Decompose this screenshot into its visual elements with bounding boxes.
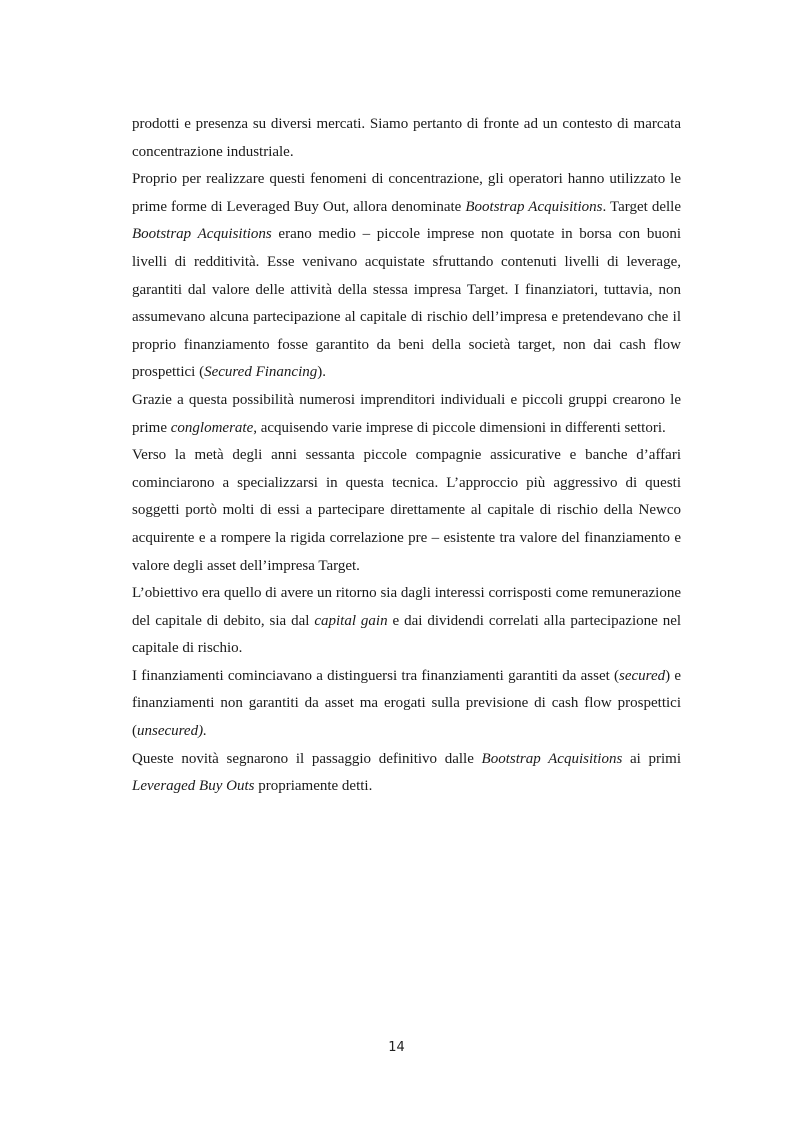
paragraph-p6	[132, 663, 681, 746]
text-run: Queste novità segnarono il passaggio definitivo dalle	[132, 750, 482, 767]
text-run: erano medio – piccole imprese non quotate in borsa con buoni livelli di redditività. Esse venivano acquistate sfruttando contenuti livelli di leverage, garantiti dal valore delle attività della stessa impresa Target. I finanziatori, tuttavia, non assumevano alcuna partecipazione al capitale di rischio dell’impresa e pretendevano che il proprio finanziamento fosse garantito da beni della società target, non dai cash flow prospettici (	[132, 226, 681, 381]
paragraph-p5	[132, 580, 681, 663]
text-run: Verso la metà degli anni sessanta piccole compagnie assicurative e banche d’affari cominciarono a specializzarsi in questa tecnica. L’approccio più aggressivo di questi soggetti portò molti di essi a partecipare direttamente al capitale di rischio della Newco acquirente e a rompere la rigida correlazione pre – esistente tra valore del finanziamento e valore degli asset dell’impresa Target.	[132, 447, 681, 574]
italic-term: unsecured).	[137, 723, 207, 740]
text-run: . Target delle	[602, 198, 681, 215]
paragraph-p4	[132, 442, 681, 580]
italic-term: Bootstrap Acquisitions	[465, 198, 603, 215]
text-run: , acquisendo varie imprese di piccole dimensioni in differenti settori.	[253, 419, 666, 436]
paragraph-p3	[132, 387, 681, 442]
text-run: prodotti e presenza su diversi mercati. Siamo pertanto di fronte ad un contesto di marcata concentrazione industriale.	[132, 116, 681, 160]
text-run: L’obiettivo era quello di avere un ritorno sia dagli interessi corrisposti come remunerazione del capitale di debito, sia dal	[132, 585, 681, 629]
text-run: ).	[317, 364, 326, 381]
italic-term: secured	[619, 667, 666, 684]
text-run: Proprio per realizzare questi fenomeni di concentrazione, gli operatori hanno utilizzato le prime forme di Leveraged Buy Out, allora denominate	[132, 171, 681, 215]
italic-term: capital gain	[314, 612, 388, 629]
paragraph-p2	[132, 166, 681, 387]
text-run: I finanziamenti cominciavano a distinguersi tra finanziamenti garantiti da asset (	[132, 667, 620, 684]
text-run: e dai dividendi correlati alla partecipazione nel capitale di rischio.	[132, 612, 682, 657]
text-run: ) e finanziamenti non garantiti da asset ma erogati sulla previsione di cash flow prospettici (	[132, 667, 681, 740]
italic-term: Leveraged Buy Outs	[132, 778, 255, 795]
italic-term: Bootstrap Acquisitions	[481, 750, 623, 767]
paragraph-p7	[132, 746, 681, 801]
paragraph-p1	[132, 111, 681, 166]
italic-term: conglomerate	[170, 419, 254, 436]
page-number: 14	[388, 1040, 405, 1055]
italic-term: Bootstrap Acquisitions	[132, 226, 272, 243]
text-run: Grazie a questa possibilità numerosi imprenditori individuali e piccoli gruppi crearono le prime	[132, 391, 681, 436]
text-run: ai primi	[622, 750, 681, 767]
italic-term: Secured Financing	[204, 364, 318, 381]
text-run: propriamente detti.	[254, 778, 373, 795]
body-text	[132, 111, 681, 801]
